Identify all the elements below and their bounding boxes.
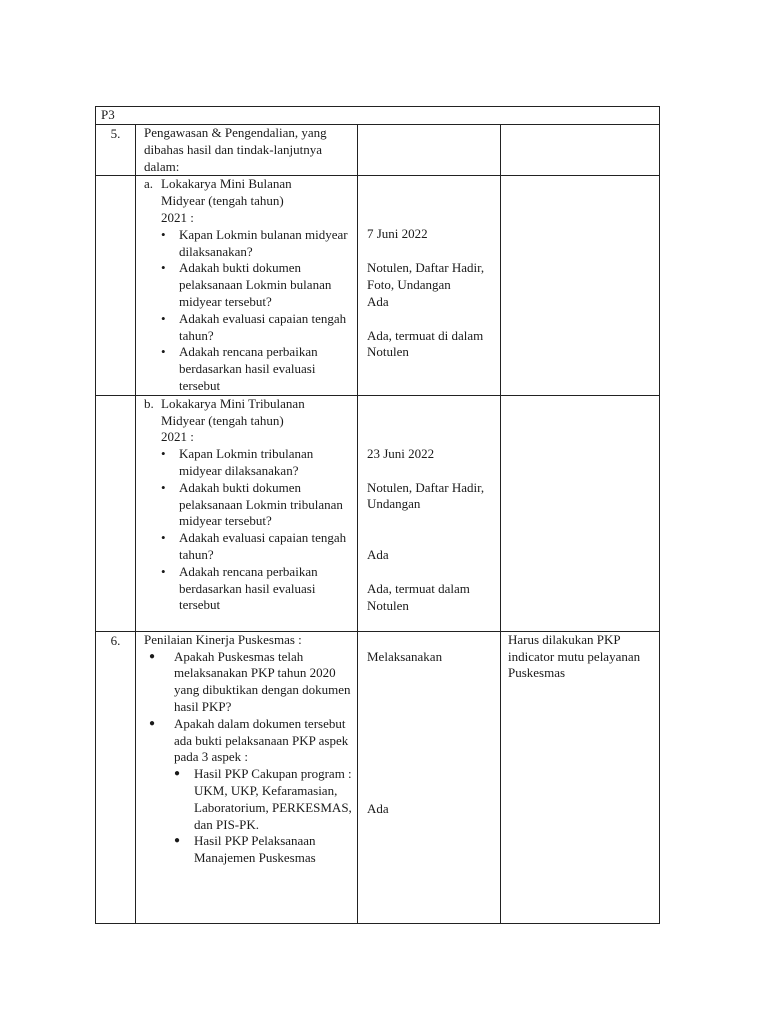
list-item: • Adakah bukti dokumen pelaksanaan Lokmin tribulanan midyear tersebut? [179,480,352,530]
sub-title-line: Midyear (tengah tahun) [161,412,284,428]
sub-letter: a. [144,176,154,192]
list-item: • Kapan Lokmin bulanan midyear dilaksanakan? [179,227,352,261]
table-row [96,176,660,395]
question-cell [136,631,358,923]
sub-title-line: 2021 : [161,209,194,225]
list-item: • Kapan Lokmin tribulanan midyear dilaksanakan? [179,446,352,480]
row-number: 5. [110,126,121,141]
question-list [141,227,352,395]
answer-text: 23 Juni 2022 [367,445,435,461]
section-label: P3 [101,107,115,122]
note-cell [501,125,660,176]
note-text: Harus dilakukan PKP indicator mutu pelayanan Puskesmas [508,631,641,681]
question-cell [136,395,358,631]
answer-text: Ada [367,800,389,816]
assessment-table [95,106,660,924]
question-cell [136,176,358,395]
row-number-cell [96,631,136,923]
sub-title-line: Midyear (tengah tahun) [161,193,284,209]
note-cell [501,176,660,395]
answer-text: Ada, termuat di dalam Notulen [367,327,484,360]
answer-text: Ada [367,547,389,563]
section-label-cell [96,107,660,125]
answer-text: Melaksanakan [367,648,443,664]
answer-cell [358,631,501,923]
table-row [96,395,660,631]
list-item: • Adakah rencana perbaikan berdasarkan hasil evaluasi tersebut [179,564,352,614]
question-list [144,649,352,867]
question-cell [136,125,358,176]
sub-title-line: 2021 : [161,429,194,445]
list-item: • Adakah evaluasi capaian tengah tahun? [179,311,352,345]
note-cell [501,631,660,923]
sub-heading [141,176,352,226]
note-cell [501,395,660,631]
sub-list-item: ● Hasil PKP Pelaksanaan Manajemen Puskesmas [194,833,352,867]
answer-text: Notulen, Daftar Hadir, Foto, Undangan [367,260,485,292]
table-header-row [96,107,660,125]
answer-text: Ada [367,293,389,309]
list-item [174,716,352,867]
sub-title-line: Lokakarya Mini Tribulanan [161,395,305,411]
answer-cell [358,125,501,176]
table-row [96,125,660,176]
list-item: • Adakah evaluasi capaian tengah tahun? [179,530,352,564]
sub-list-item: ● Hasil PKP Cakupan program : UKM, UKP, Kefaramasian, Laboratorium, PERKESMAS, dan PIS-PK. [194,766,352,833]
sub-list [174,766,352,867]
list-item: • Adakah rencana perbaikan berdasarkan hasil evaluasi tersebut [179,344,352,394]
question-title: Penilaian Kinerja Puskesmas : [144,631,302,647]
question-text: Pengawasan & Pengendalian, yang dibahas hasil dan tindak-lanjutnya dalam: [144,125,327,174]
row-number: 6. [110,632,121,648]
sub-title-line: Lokakarya Mini Bulanan [161,176,292,192]
answer-text: Notulen, Daftar Hadir, Undangan [367,479,485,512]
row-number-cell [96,395,136,631]
list-item: • Adakah bukti dokumen pelaksanaan Lokmin bulanan midyear tersebut? [179,260,352,310]
question-list [141,446,352,614]
answer-cell [358,395,501,631]
answer-text: 7 Juni 2022 [367,226,428,242]
list-item: ● Apakah Puskesmas telah melaksanakan PKP tahun 2020 yang dibuktikan dengan dokumen hasil PKP? [174,649,352,716]
answer-cell [358,176,501,395]
row-number-cell [96,125,136,176]
sub-heading [141,396,352,446]
row-number-cell [96,176,136,395]
answer-text: Ada, termuat dalam Notulen [367,580,470,613]
sub-letter: b. [144,395,154,411]
table-row [96,631,660,923]
list-item-text: Apakah dalam dokumen tersebut ada bukti pelaksanaan PKP aspek pada 3 aspek : [174,715,349,765]
